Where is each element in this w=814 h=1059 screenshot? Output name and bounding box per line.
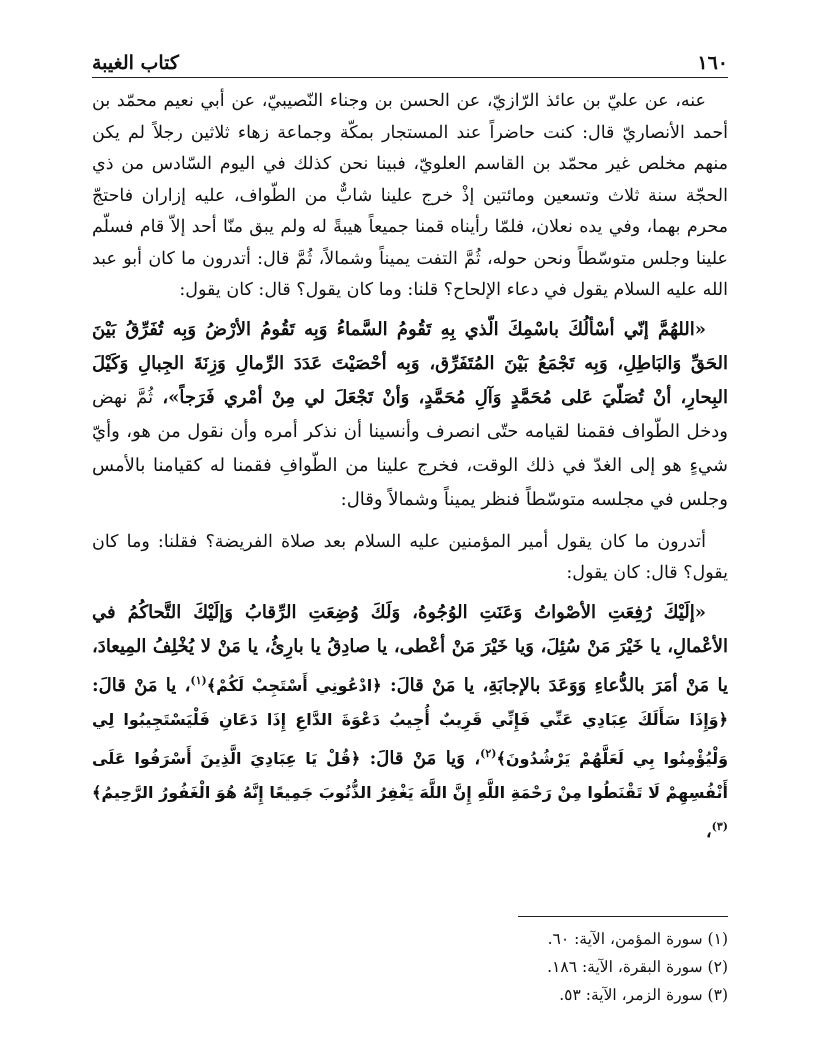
prayer-1 — [92, 313, 728, 517]
prayer-2 — [92, 596, 728, 849]
page-content — [92, 86, 728, 849]
footnote-ref-3: (٣) — [711, 819, 728, 833]
footnote-ref-1: (١) — [190, 673, 207, 687]
narration-paragraph-1: عنه، عن عليّ بن عائذ الرّازيّ، عن الحسن بن وجناء النّصيبيّ، عن أبي نعيم محمّد بن أحمد الأنصاريّ قال: كنت حاضراً عند المستجار بمكّة وجماعة زهاء ثلاثين رجلاً لم يكن منهم مخلص غير محمّد بن القاسم العلويّ، فبينا نحن كذلك في اليوم السّادس من ذي الحجّة سنة ثلاث وتسعين ومائتين إذْ خرج علينا شابٌّ من الطّواف، عليه إزاران فاحتجّ محرم بهما، وفي يده نعلان، فلمّا رأيناه قمنا جميعاً هيبةً له ولم يبق منّا أحد إلاّ قام فسلّم علينا وجلس متوسّطاً ونحن حوله، ثُمَّ التفت يميناً وشمالاً، ثُمَّ قال: أتدرون ما كان أبو عبد الله عليه السلام يقول في دعاء الإلحاح؟ قلنا: وما كان يقول؟ قال: كان يقول: — [92, 91, 728, 300]
quran-verse-3: ﴿قُلْ يَا عِبَادِيَ الَّذِينَ أَسْرَفُوا عَلَى أَنْفُسِهِمْ لَا تَقْنَطُوا مِنْ رَحْمَةِ اللَّهِ إِنَّ اللَّهَ يَغْفِرُ الذُّنُوبَ جَمِيعًا إِنَّهُ هُوَ الْغَفُورُ الرَّحِيمُ﴾ — [92, 748, 728, 802]
footnote-divider — [518, 916, 728, 917]
quran-verse-2: ﴿وَإِذَا سَأَلَكَ عِبَادِي عَنِّي فَإِنِّي قَرِيبٌ أُجِيبُ دَعْوَةَ الدَّاعِ إِذَا دَعَانِ فَلْيَسْتَجِيبُوا لِي وَلْيُؤْمِنُوا بِي لَعَلَّهُمْ يَرْشُدُونَ﴾ — [92, 709, 729, 768]
quran-verse-1: ﴿ادْعُونِي أَسْتَجِبْ لَكُمْ﴾ — [206, 675, 382, 695]
footnote-1: (١) سورة المؤمن، الآية: ٦٠. — [547, 930, 728, 948]
footnote-2: (٢) سورة البقرة، الآية: ١٨٦. — [547, 958, 728, 976]
prayer-2-part-b: ، يا مَنْ قالَ: — [92, 674, 191, 696]
footnotes — [92, 916, 728, 1009]
narration-paragraph-3: أتدرون ما كان يقول أمير المؤمنين عليه السلام بعد صلاة الفريضة؟ فقلنا: وما كان يقول؟ قال: كان يقول: — [92, 531, 728, 583]
prayer-2-part-d: ، — [705, 820, 712, 842]
narration-paragraph-2: ثُمَّ نهض ودخل الطّواف فقمنا لقيامه حتّى انصرف وأنسينا أن نذكر أمره وأن نقول من هو، وأيّ شيءٍ هو إلى الغدّ في ذلك الوقت، فخرج علينا من الطّوافِ فقمنا له كقيامنا بالأمس وجلس في مجلسه متوسّطاً فنظر يميناً وشمالاً وقال: — [92, 386, 728, 510]
page-header — [92, 44, 728, 78]
prayer-2-part-a: «إلَيْكَ رُفِعَتِ الأصْواتُ وَعَنَتِ الوُجُوهُ، وَلَكَ وُضِعَتِ الرِّقابُ وَإلَيْكَ التَّحاكُمُ في الأعْمالِ، يا خَيْرَ مَنْ سُئِلَ، وَيا خَيْرَ مَنْ أعْطى، يا صادِقُ يا بارِئُ، يا مَنْ لا يُخْلِفُ المِيعادَ، يا مَنْ أمَرَ بالدُّعاءِ وَوَعَدَ بالإجابَةِ، يا مَنْ قالَ: — [92, 601, 728, 696]
book-page — [92, 36, 728, 1036]
prayer-1-text: «اللهُمَّ إنّي أسْألُكَ باسْمِكَ الّذي بِهِ تَقُومُ السَّماءُ وَبِه تَقُومُ الأرْضُ وَبِه تُفَرِّقُ بَيْنَ الحَقِّ وَالبَاطِلِ، وَبِه تَجْمَعُ بَيْنَ المُتَفَرِّق، وَبِه أحْصَيْتَ عَدَدَ الرِّمالِ وَزِنَةَ الجِبالِ وَكَيْلَ البِحارِ، أنْ تُصَلّيَ عَلى مُحَمَّدٍ وَآلِ مُحَمَّدٍ، وَأنْ تَجْعَلَ لي مِنْ أمْري فَرَجاً»، — [92, 318, 728, 408]
book-title: كتاب الغيبة — [92, 52, 179, 74]
prayer-2-part-c: ، وَيا مَنْ قالَ: — [369, 747, 481, 769]
footnote-3: (٣) سورة الزمر، الآية: ٥٣. — [559, 986, 728, 1004]
footnote-ref-2: (٢) — [480, 746, 497, 760]
page-number: ١٦٠ — [697, 52, 728, 74]
